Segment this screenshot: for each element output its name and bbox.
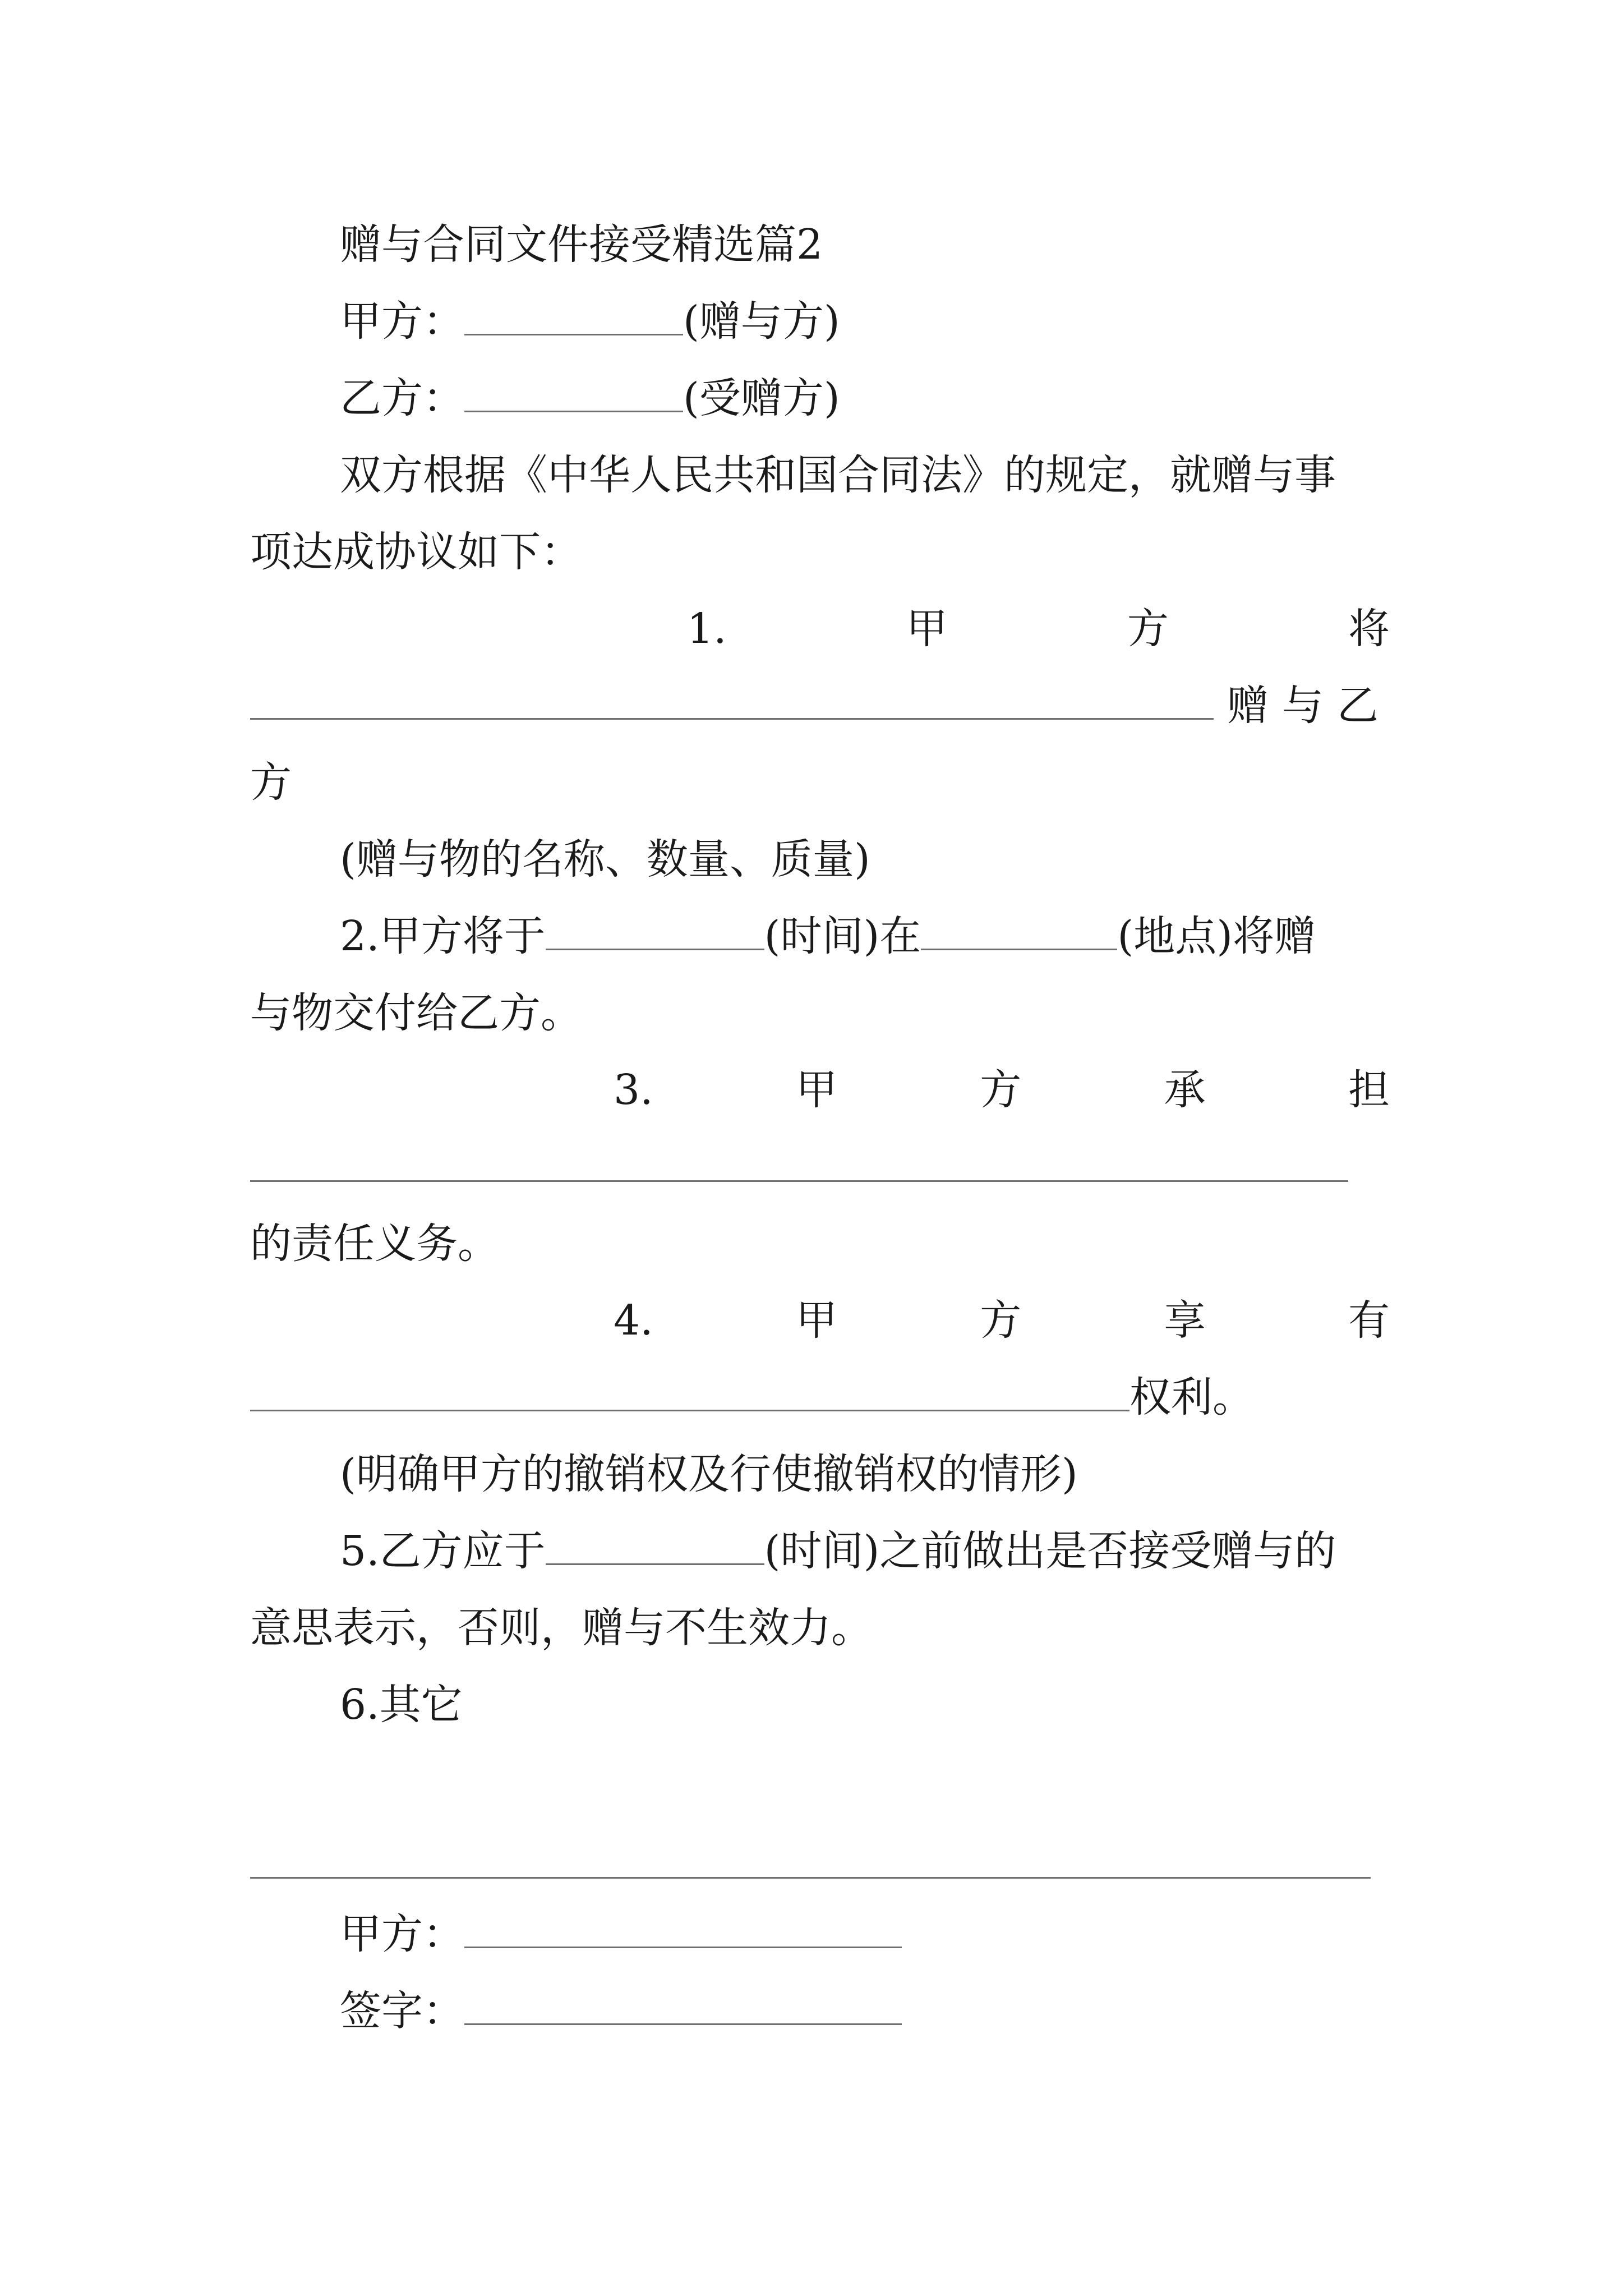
- clause-4-word: 方: [980, 1296, 1022, 1345]
- clause-2-text-c: (地点)将赠: [1117, 912, 1316, 960]
- party-b-line: [250, 359, 1390, 438]
- party-b-blank[interactable]: [464, 369, 683, 412]
- clause-4-note-line: [250, 1435, 1390, 1513]
- party-a-label: 甲方：: [340, 297, 464, 346]
- clause-3-word: 担: [1348, 1066, 1390, 1114]
- clause-1-line: [687, 590, 1390, 668]
- clause-1-end-line: [250, 743, 1390, 822]
- sign-party-line: [250, 1895, 1390, 1973]
- clause-3-end: 的责任义务。: [250, 1220, 499, 1268]
- sign-name-line: [250, 1972, 1390, 2050]
- title-text: 赠与合同文件接受精选篇2: [340, 220, 823, 269]
- party-a-blank[interactable]: [464, 292, 683, 335]
- party-b-role: (受赠方): [683, 374, 840, 422]
- clause-3-word: 方: [980, 1066, 1022, 1114]
- clause-6-line: [250, 1665, 1390, 1744]
- clause-4-line: [614, 1281, 1390, 1360]
- clause-1-word: 将: [1348, 605, 1390, 653]
- clause-5-text-c: 意思表示，否则，赠与不生效力。: [250, 1604, 873, 1652]
- document-title: [250, 205, 1390, 284]
- signature-blank[interactable]: [464, 1982, 902, 2025]
- clause-5-line: [250, 1512, 1390, 1590]
- sign-name-label: 签字：: [340, 1987, 464, 2035]
- clause-5-text-a: 5.乙方应于: [340, 1527, 546, 1575]
- clause-4-word: 享: [1164, 1296, 1206, 1345]
- clause-3-line: [614, 1051, 1390, 1129]
- delivery-time-blank[interactable]: [546, 907, 764, 950]
- clause-4-number: 4.: [614, 1296, 653, 1345]
- clause-1-number: 1.: [687, 605, 727, 653]
- clause-1-end: 方: [250, 758, 292, 807]
- clause-4-tail: 权利。: [1129, 1373, 1254, 1421]
- clause-1-note: (赠与物的名称、数量、质量): [340, 835, 870, 884]
- clause-3-word: 承: [1164, 1066, 1206, 1114]
- clause-3-word: 甲: [795, 1066, 837, 1114]
- responsibility-blank[interactable]: [250, 1180, 1348, 1182]
- party-a-line: [250, 282, 1390, 361]
- other-terms-blank[interactable]: [250, 1877, 1371, 1879]
- clause-1-tail: 赠与乙: [1227, 682, 1392, 730]
- acceptance-time-blank[interactable]: [546, 1522, 764, 1565]
- intro-line-2: [250, 513, 1390, 591]
- sign-party-label: 甲方：: [340, 1910, 464, 1958]
- clause-4-note: (明确甲方的撤销权及行使撤销权的情形): [340, 1450, 1078, 1498]
- clause-6-text: 6.其它: [340, 1681, 463, 1729]
- delivery-place-blank[interactable]: [921, 907, 1117, 950]
- clause-2-line-2: [250, 974, 1390, 1052]
- clause-5-line-2: [250, 1589, 1390, 1667]
- clause-5-text-b: (时间)之前做出是否接受赠与的: [764, 1527, 1336, 1575]
- clause-3-number: 3.: [614, 1066, 653, 1114]
- clause-2-text-d: 与物交付给乙方。: [250, 989, 582, 1037]
- clause-2-line: [250, 897, 1390, 976]
- party-a-role: (赠与方): [683, 297, 840, 346]
- clause-4-word: 有: [1348, 1296, 1390, 1345]
- clause-1-word: 甲: [906, 605, 948, 653]
- intro-line-1: [250, 436, 1390, 514]
- clause-1-note-line: [250, 820, 1390, 899]
- sign-party-blank[interactable]: [464, 1905, 902, 1948]
- clause-1-blank-line: [250, 666, 1390, 745]
- clause-3-end-line: [250, 1204, 1390, 1283]
- clause-2-text-b: (时间)在: [764, 912, 921, 960]
- gift-item-blank[interactable]: [250, 677, 1214, 720]
- clause-4-blank-line: [250, 1358, 1390, 1437]
- intro-text-2: 项达成协议如下：: [250, 528, 582, 576]
- clause-1-word: 方: [1127, 605, 1169, 653]
- rights-blank[interactable]: [250, 1368, 1129, 1411]
- party-b-label: 乙方：: [340, 374, 464, 422]
- clause-4-word: 甲: [795, 1296, 837, 1345]
- intro-text-1: 双方根据《中华人民共和国合同法》的规定，就赠与事: [340, 451, 1336, 499]
- clause-2-text-a: 2.甲方将于: [340, 912, 546, 960]
